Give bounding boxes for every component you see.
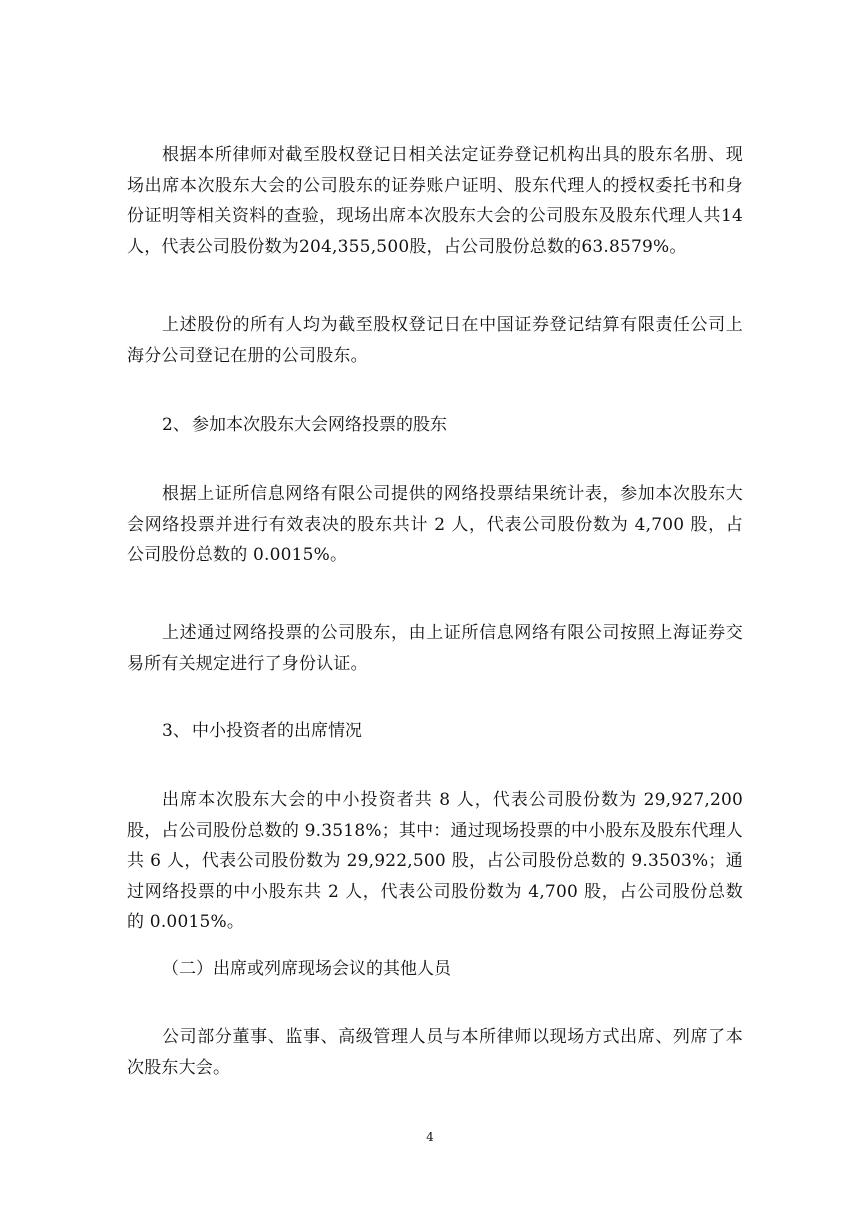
paragraph-small-investor-stats: 出席本次股东大会的中小投资者共 8 人，代表公司股份数为 29,927,200 股，占公司股份总数的 9.3518%；其中：通过现场投票的中小股东及股东代理人共 6 人，代表公司股份数为 29,922,500 股，占公司股份总数的 9.3503%；通过网络投票的中小股东共 2 人，代表公司股份数为 4,700 股，占公司股份总数的 0.0015%。 [127,790,743,932]
heading-number: 3、 [162,721,190,741]
heading-other-attendees: （二）出席或列席现场会议的其他人员 [162,959,451,979]
paragraph-share-ownership: 上述股份的所有人均为截至股权登记日在中国证券登记结算有限责任公司上海分公司登记在册的公司股东。 [127,315,743,366]
heading-small-investors [162,716,362,746]
heading-online-voting-shareholders [162,410,447,440]
paragraph-online-voting-stats: 根据上证所信息网络有限公司提供的网络投票结果统计表，参加本次股东大会网络投票并进行有效表决的股东共计 2 人，代表公司股份数为 4,700 股，占公司股份总数的 0.0015%。 [127,484,743,565]
paragraph-other-attendees: 公司部分董事、监事、高级管理人员与本所律师以现场方式出席、列席了本次股东大会。 [127,1027,743,1078]
page-number: 4 [426,1130,434,1144]
heading-text: 中小投资者的出席情况 [192,721,362,741]
paragraph-shareholder-registration: 根据本所律师对截至股权登记日相关法定证券登记机构出具的股东名册、现场出席本次股东大会的公司股东的证券账户证明、股东代理人的授权委托书和身份证明等相关资料的查验，现场出席本次股东大会的公司股东及股东代理人共14人，代表公司股份数为204,355,500股，占公司股份总数的63.8579%。 [127,145,743,257]
heading-text: 参加本次股东大会网络投票的股东 [192,415,447,435]
paragraph-identity-verification: 上述通过网络投票的公司股东，由上证所信息网络有限公司按照上海证券交易所有关规定进行了身份认证。 [127,623,743,674]
heading-number: 2、 [162,415,190,435]
